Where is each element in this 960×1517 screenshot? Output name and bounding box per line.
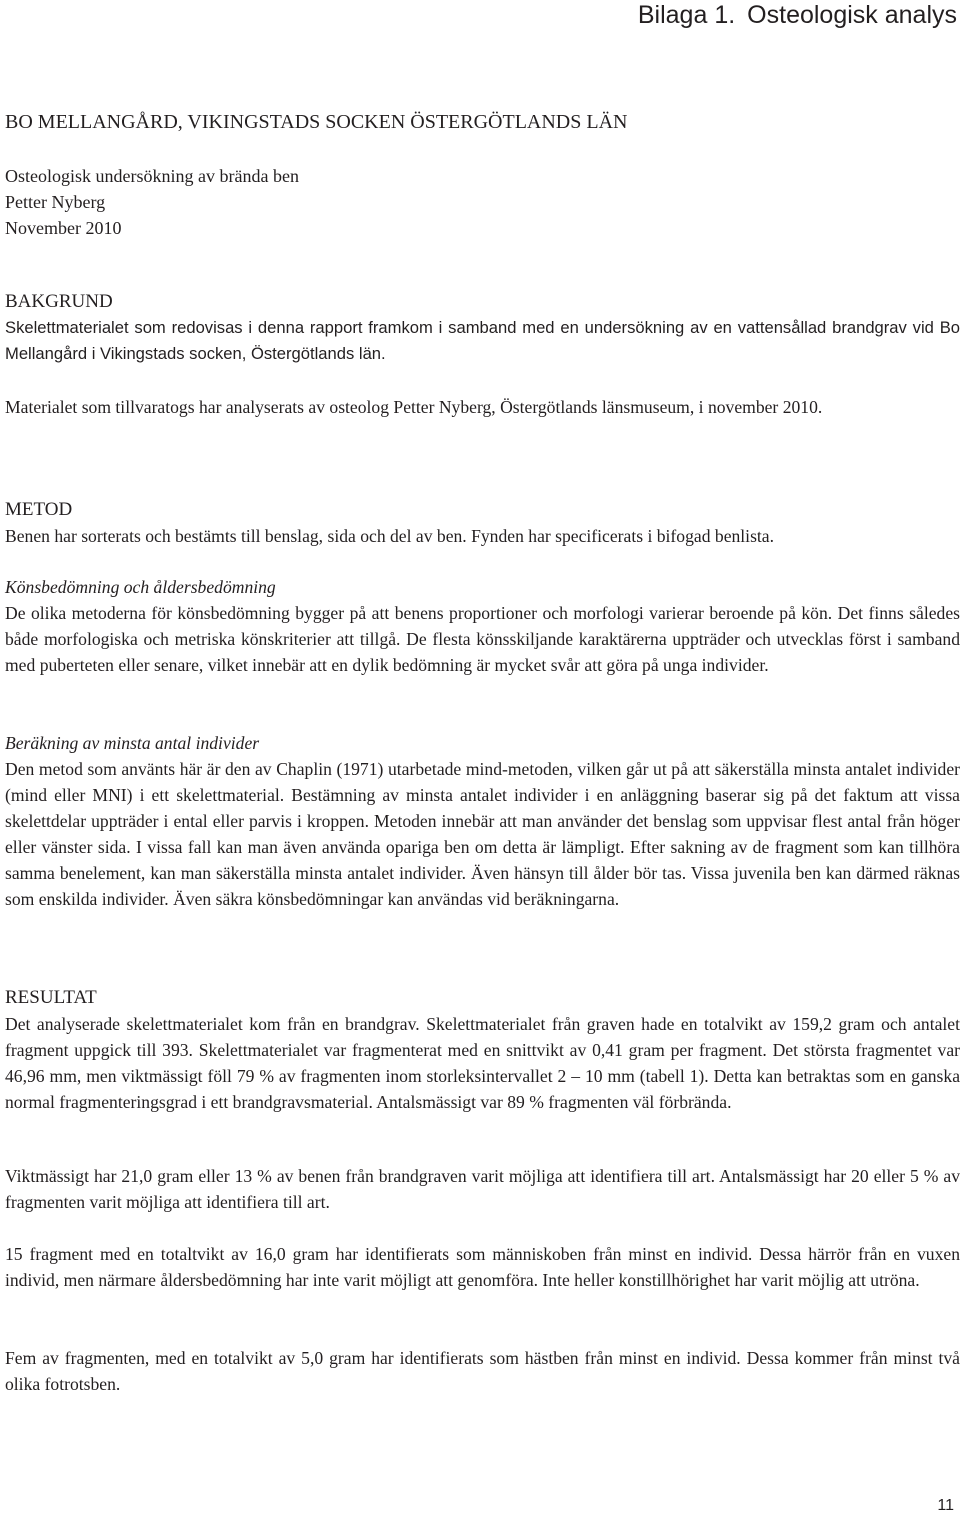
resultat-paragraph-4: Fem av fragmenten, med en totalvikt av 5,0 gram har identifierats som hästben från minst en individ. Dessa kommer från minst två olika fotrotsben. xyxy=(5,1348,960,1394)
section-bakgrund xyxy=(5,289,960,367)
section-konsbedomning xyxy=(5,574,960,678)
bakgrund-paragraph-1: Skelettmaterialet som redovisas i denna rapport framkom i samband med en undersökning av en vattensållad brandgrav vid Bo Mellangård i Vikingstads socken, Östergötlands län. xyxy=(5,318,960,363)
page-number: 11 xyxy=(937,1497,954,1514)
section-bakgrund-2 xyxy=(5,394,960,420)
resultat-paragraph-2: Viktmässigt har 21,0 gram eller 13 % av benen från brandgraven varit möjliga att identifiera till art. Antalsmässigt har 20 eller 5 % av fragmenten varit möjliga att identifiera till art. xyxy=(5,1166,960,1212)
document-date: November 2010 xyxy=(5,218,122,238)
resultat-paragraph-1: Det analyserade skelettmaterialet kom från en brandgrav. Skelettmaterialet från graven hade en totalvikt av 159,2 gram och antalet fragment uppgick till 393. Skelettmaterialet var fragmenterat med en snittvikt av 0,41 gram per fragment. Det största fragmentet var 46,96 mm, men viktmässigt föll 79 % av fragmenten inom storleksintervallet 2 – 10 mm (tabell 1). Detta kan betraktas som en ganska normal fragmenteringsgrad i ett brandgravsmaterial. Antalsmässigt var 89 % fragmenten väl förbrända. xyxy=(5,1014,960,1112)
section-resultat-4 xyxy=(5,1345,960,1397)
mni-paragraph: Den metod som använts här är den av Chaplin (1971) utarbetade mind-metoden, vilken går ut på att säkerställa minsta antalet individer (mind eller MNI) i ett skelettmaterial. Bestämning av minsta antalet individer i en anläggning baserar sig på det faktum att vissa skelettdelar uppträder i ental eller parvis i kroppen. Metoden innebär att man använder det benslag som uppvisar flest antal från höger eller vänster sida. I vissa fall kan man även använda oparigа ben om detta är lämpligt. Efter sakning av de fragment som kan tillhöra samma benelement, kan man säkerställa minsta antalet individer. Även hänsyn till ålder bör tas. Vissa juvenila ben kan därmed räknas som enskilda individer. Även säkra könsbedömningar kan användas vid beräkningarna. xyxy=(5,759,960,909)
metod-paragraph-1: Benen har sorterats och bestämts till benslag, sida och del av ben. Fynden har specificerats i bifogad benlista. xyxy=(5,526,775,546)
heading-resultat: RESULTAT xyxy=(5,987,97,1008)
header-title: Osteologisk analys xyxy=(747,1,957,29)
page-header xyxy=(638,0,957,30)
section-resultat-3 xyxy=(5,1241,960,1293)
bakgrund-paragraph-2: Materialet som tillvaratogs har analyserats av osteolog Petter Nyberg, Östergötlands länsmuseum, i november 2010. xyxy=(5,397,823,417)
document-title: BO MELLANGÅRD, VIKINGSTADS SOCKEN ÖSTERGÖTLANDS LÄN xyxy=(5,111,628,133)
heading-bakgrund: BAKGRUND xyxy=(5,291,113,312)
document-subtitle: Osteologisk undersökning av brända ben xyxy=(5,166,299,186)
heading-konsbedomning: Könsbedömning och åldersbedömning xyxy=(5,577,276,597)
konsbedomning-paragraph: De olika metoderna för könsbedömning bygger på att benens proportioner och morfologi varierar beroende på kön. Det finns således både morfologiska och metriska könskriterier att tillgå. De flesta könsskiljande karaktärerna uppträder och utvecklas först i samband med puberteten eller senare, vilket innebär att en dylik bedömning är mycket svår att göra på unga individer. xyxy=(5,603,960,675)
section-mni xyxy=(5,730,960,912)
section-resultat-2 xyxy=(5,1163,960,1215)
heading-mni: Beräkning av minsta antal individer xyxy=(5,733,260,753)
resultat-paragraph-3: 15 fragment med en totaltvikt av 16,0 gram har identifierats som människoben från minst en individ. Dessa härrör från en vuxen individ, men närmare åldersbedömning har inte varit möjligt att genomföra. Inte heller konstillhörighet har varit möjlig att utröna. xyxy=(5,1244,960,1290)
heading-metod: METOD xyxy=(5,499,73,520)
section-resultat xyxy=(5,985,960,1115)
document-meta xyxy=(5,163,299,241)
document-author: Petter Nyberg xyxy=(5,192,106,212)
section-metod xyxy=(5,497,960,549)
appendix-label: Bilaga 1. xyxy=(637,1,736,29)
